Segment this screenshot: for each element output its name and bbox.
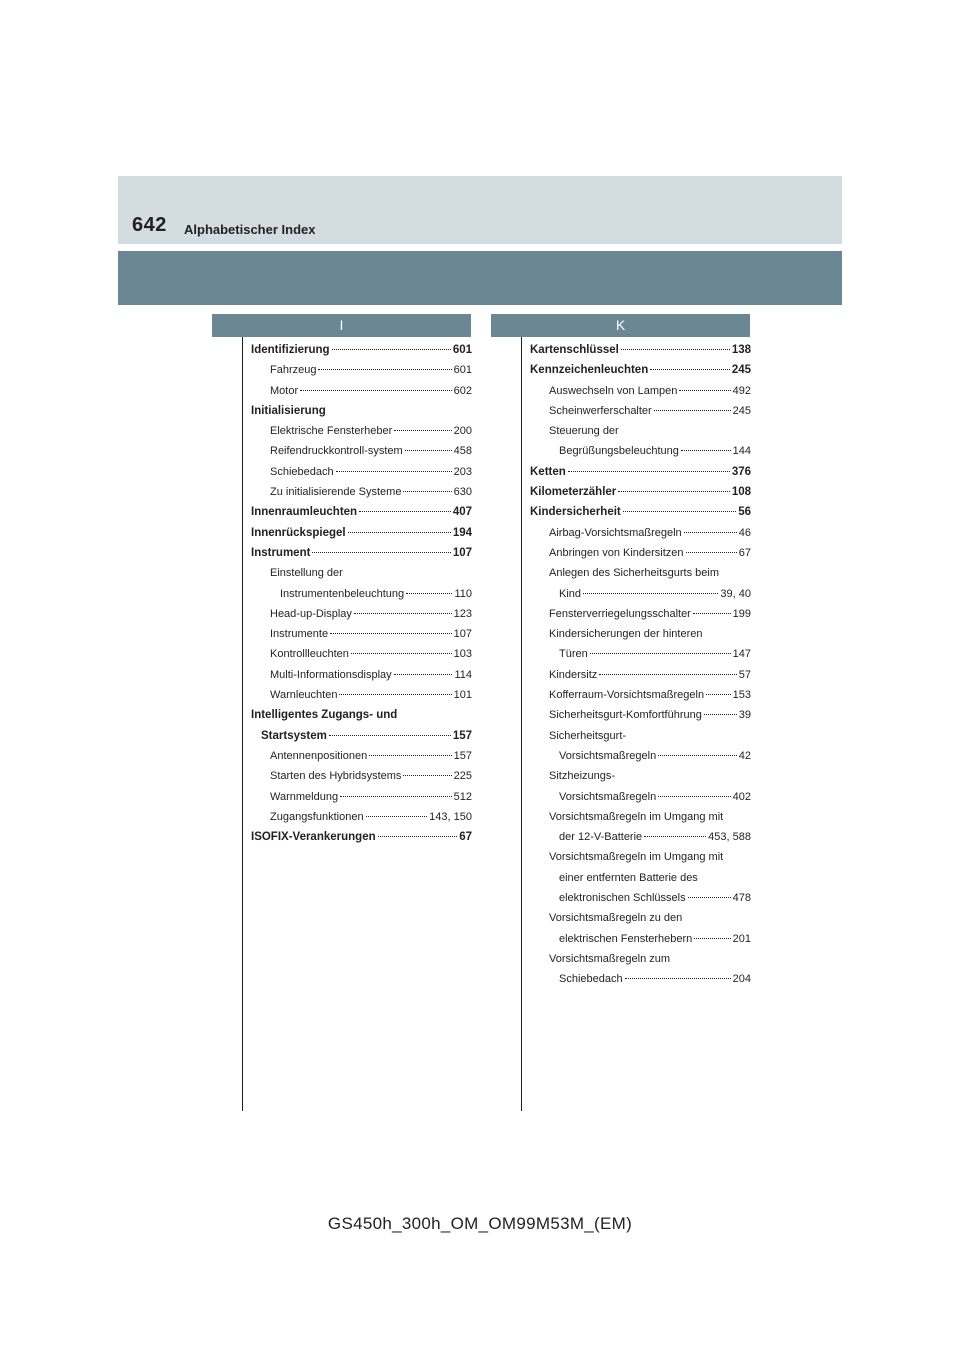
- index-entry: [530, 888, 751, 908]
- index-entry-term: Kindersicherheit: [530, 506, 621, 519]
- dot-leader: [621, 349, 730, 350]
- dot-leader: [394, 430, 451, 431]
- index-entry-term: Reifendruckkontroll-system: [270, 445, 403, 458]
- dot-leader: [348, 532, 451, 533]
- index-entry-page: 402: [732, 790, 751, 803]
- dot-leader: [568, 471, 730, 472]
- header-color-bar: [118, 251, 842, 305]
- index-entry: [530, 746, 751, 766]
- index-entry-page: 157: [453, 749, 472, 762]
- index-entry: [530, 523, 751, 543]
- index-entry-term: Kennzeichenleuchten: [530, 364, 649, 377]
- index-entry: [251, 340, 472, 360]
- index-entry-term: einer entfernten Batterie des: [559, 871, 698, 884]
- index-entry-term: Elektrische Fensterheber: [270, 425, 393, 438]
- index-entry: [530, 360, 751, 380]
- index-entry: [530, 421, 751, 441]
- column-divider-left: [242, 337, 243, 1111]
- index-entry: [530, 908, 751, 928]
- index-entry-term: Schiebedach: [270, 465, 334, 478]
- index-entry: [530, 644, 751, 664]
- index-entry-page: 39, 40: [720, 587, 751, 600]
- index-entry: [251, 462, 472, 482]
- index-entry-page: 194: [452, 526, 472, 539]
- index-entry-page: 478: [732, 892, 751, 905]
- index-entry-page: 512: [453, 790, 472, 803]
- index-entry: [530, 929, 751, 949]
- index-entry: [530, 502, 751, 522]
- index-entry-term: Kindersitz: [549, 668, 598, 681]
- page-number: 642: [132, 214, 167, 236]
- index-entry: [530, 482, 751, 502]
- index-entry-page: 114: [454, 668, 472, 681]
- index-entry-term: Innenraumleuchten: [251, 506, 358, 519]
- index-entry-page: 67: [738, 546, 751, 559]
- index-entry-term: Airbag-Vorsichtsmaßregeln: [549, 526, 682, 539]
- index-entry: [251, 604, 472, 624]
- index-entry: [251, 726, 472, 746]
- index-entry: [530, 462, 751, 482]
- index-entry: [530, 726, 751, 746]
- index-entry: [530, 584, 751, 604]
- dot-leader: [650, 369, 730, 370]
- dot-leader: [681, 450, 731, 451]
- index-entry-term: Sicherheitsgurt-Komfortführung: [549, 709, 702, 722]
- index-entry: [251, 401, 472, 421]
- dot-leader: [351, 653, 452, 654]
- index-column-i: [251, 340, 472, 847]
- index-entry-term: Startsystem: [261, 729, 327, 742]
- dot-leader: [684, 532, 737, 533]
- index-entry: [530, 969, 751, 989]
- index-entry-term: Warnmeldung: [270, 790, 339, 803]
- index-entry: [530, 340, 751, 360]
- dot-leader: [312, 552, 450, 553]
- index-entry-page: 245: [731, 364, 751, 377]
- index-entry: [530, 441, 751, 461]
- dot-leader: [329, 735, 451, 736]
- index-entry: [251, 523, 472, 543]
- dot-leader: [405, 450, 452, 451]
- index-entry-term: elektronischen Schlüssels: [559, 892, 686, 905]
- dot-leader: [332, 349, 451, 350]
- index-entry: [530, 766, 751, 786]
- index-entry-page: 143, 150: [429, 810, 472, 823]
- index-entry: [530, 847, 751, 867]
- index-entry-term: Kilometerzähler: [530, 486, 617, 499]
- index-entry-term: Kind: [559, 587, 582, 600]
- dot-leader: [688, 897, 731, 898]
- index-entry-page: 200: [453, 425, 472, 438]
- index-entry-page: 39: [738, 709, 751, 722]
- dot-leader: [330, 633, 452, 634]
- index-entry-term: Anlegen des Sicherheitsgurts beim: [549, 567, 719, 580]
- index-entry-term: Head-up-Display: [270, 607, 352, 620]
- index-entry-term: der 12-V-Batterie: [559, 831, 643, 844]
- index-entry-page: 101: [453, 689, 472, 702]
- index-entry: [251, 705, 472, 725]
- index-entry: [530, 401, 751, 421]
- index-entry-term: Fahrzeug: [270, 364, 317, 377]
- index-entry-page: 110: [454, 587, 472, 600]
- index-entry-term: Sitzheizungs-: [549, 770, 616, 783]
- index-entry-page: 103: [453, 648, 472, 661]
- dot-leader: [359, 511, 451, 512]
- index-entry-page: 157: [452, 729, 472, 742]
- dot-leader: [583, 593, 718, 594]
- index-entry-page: 601: [452, 344, 472, 356]
- index-entry-page: 492: [732, 384, 751, 397]
- dot-leader: [686, 552, 737, 553]
- dot-leader: [339, 694, 451, 695]
- index-entry: [530, 807, 751, 827]
- index-entry: [251, 807, 472, 827]
- dot-leader: [366, 816, 428, 817]
- index-column-k: [530, 340, 751, 990]
- index-entry: [530, 827, 751, 847]
- document-code: GS450h_300h_OM_OM99M53M_(EM): [327, 1214, 633, 1233]
- dot-leader: [318, 369, 451, 370]
- index-entry: [251, 381, 472, 401]
- index-entry-term: Kartenschlüssel: [530, 344, 619, 356]
- index-entry-page: 201: [732, 932, 751, 945]
- index-entry-term: Initialisierung: [251, 404, 326, 417]
- index-entry-term: Identifizierung: [251, 344, 330, 356]
- index-entry: [530, 624, 751, 644]
- index-entry-term: Vorsichtsmaßregeln zum: [549, 952, 671, 965]
- index-entry-term: Sicherheitsgurt-: [549, 729, 627, 742]
- dot-leader: [378, 836, 458, 837]
- index-entry: [251, 360, 472, 380]
- index-entry-term: Instrument: [251, 546, 311, 559]
- index-entry-term: Antennenpositionen: [270, 749, 368, 762]
- index-entry: [251, 827, 472, 847]
- index-entry-term: Warnleuchten: [270, 689, 338, 702]
- index-entry-term: Intelligentes Zugangs- und: [251, 709, 398, 722]
- dot-leader: [403, 491, 451, 492]
- dot-leader: [394, 674, 453, 675]
- dot-leader: [599, 674, 736, 675]
- index-entry: [251, 624, 472, 644]
- column-letter-i: I: [212, 314, 471, 337]
- index-entry-term: elektrischen Fensterhebern: [559, 932, 693, 945]
- index-entry: [530, 705, 751, 725]
- dot-leader: [354, 613, 452, 614]
- index-entry-page: 204: [732, 973, 751, 986]
- column-divider-right: [521, 337, 522, 1111]
- index-entry-term: Türen: [559, 648, 588, 661]
- index-entry-term: Vorsichtsmaßregeln im Umgang mit: [549, 851, 724, 864]
- index-entry-term: Scheinwerferschalter: [549, 404, 652, 417]
- index-entry-page: 46: [738, 526, 751, 539]
- dot-leader: [590, 653, 731, 654]
- index-entry-term: Zugangsfunktionen: [270, 810, 364, 823]
- index-entry: [530, 787, 751, 807]
- index-entry-page: 458: [453, 445, 472, 458]
- index-entry-term: Vorsichtsmaßregeln: [559, 749, 657, 762]
- index-entry-term: Steuerung der: [549, 425, 619, 438]
- index-entry-page: 107: [452, 546, 472, 559]
- dot-leader: [658, 755, 737, 756]
- index-entry: [251, 787, 472, 807]
- index-entry: [251, 746, 472, 766]
- index-entry-page: 57: [738, 668, 751, 681]
- index-entry: [251, 563, 472, 583]
- dot-leader: [336, 471, 452, 472]
- page-title: Alphabetischer Index: [184, 222, 316, 237]
- index-entry: [251, 584, 472, 604]
- index-entry: [530, 685, 751, 705]
- index-entry-page: 601: [453, 364, 472, 377]
- index-entry: [251, 441, 472, 461]
- dot-leader: [654, 410, 731, 411]
- index-entry-page: 42: [738, 749, 751, 762]
- index-entry-term: Auswechseln von Lampen: [549, 384, 678, 397]
- index-entry-page: 199: [732, 607, 751, 620]
- index-entry: [251, 421, 472, 441]
- index-entry-page: 153: [732, 689, 751, 702]
- index-entry-term: Innenrückspiegel: [251, 526, 346, 539]
- index-entry: [530, 949, 751, 969]
- index-entry-term: Kontrollleuchten: [270, 648, 349, 661]
- dot-leader: [706, 694, 731, 695]
- index-entry-term: Zu initialisierende Systeme: [270, 486, 402, 499]
- dot-leader: [693, 613, 731, 614]
- index-entry: [530, 381, 751, 401]
- index-entry-term: Vorsichtsmaßregeln: [559, 790, 657, 803]
- dot-leader: [694, 938, 730, 939]
- dot-leader: [403, 775, 451, 776]
- dot-leader: [644, 836, 706, 837]
- index-entry-term: Anbringen von Kindersitzen: [549, 546, 684, 559]
- index-entry-term: Fensterverriegelungsschalter: [549, 607, 691, 620]
- dot-leader: [369, 755, 451, 756]
- index-entry-term: Kofferraum-Vorsichtsmaßregeln: [549, 689, 705, 702]
- index-entry: [530, 604, 751, 624]
- index-entry-page: 147: [732, 648, 751, 661]
- dot-leader: [406, 593, 452, 594]
- index-entry: [251, 543, 472, 563]
- index-entry: [251, 502, 472, 522]
- index-entry-page: 107: [453, 628, 472, 641]
- column-letter-k: K: [491, 314, 750, 337]
- dot-leader: [704, 714, 737, 715]
- dot-leader: [679, 390, 730, 391]
- index-entry-page: 407: [452, 506, 472, 519]
- dot-leader: [658, 796, 730, 797]
- index-entry-page: 376: [731, 465, 751, 478]
- index-entry: [251, 685, 472, 705]
- index-entry-page: 203: [453, 465, 472, 478]
- index-entry-term: Instrumente: [270, 628, 329, 641]
- index-entry-term: ISOFIX-Verankerungen: [251, 831, 376, 844]
- index-entry-term: Begrüßungsbeleuchtung: [559, 445, 679, 458]
- dot-leader: [300, 390, 452, 391]
- index-entry-term: Motor: [270, 384, 299, 397]
- index-entry-page: 630: [453, 486, 472, 499]
- index-entry-page: 453, 588: [708, 831, 751, 844]
- index-entry: [251, 644, 472, 664]
- index-entry: [530, 543, 751, 563]
- index-entry: [530, 563, 751, 583]
- dot-leader: [618, 491, 730, 492]
- index-entry: [251, 482, 472, 502]
- dot-leader: [340, 796, 452, 797]
- index-entry-page: 144: [732, 445, 751, 458]
- index-entry-page: 245: [732, 404, 751, 417]
- dot-leader: [625, 978, 731, 979]
- index-entry-page: 56: [738, 506, 751, 519]
- index-entry-term: Vorsichtsmaßregeln im Umgang mit: [549, 810, 724, 823]
- index-entry: [251, 766, 472, 786]
- index-entry-term: Kindersicherungen der hinteren: [549, 628, 703, 641]
- index-entry-page: 225: [453, 770, 472, 783]
- index-entry-page: 138: [731, 344, 751, 356]
- index-entry-term: Vorsichtsmaßregeln zu den: [549, 912, 683, 925]
- index-entry-term: Starten des Hybridsystems: [270, 770, 402, 783]
- index-entry-page: 602: [453, 384, 472, 397]
- index-entry-term: Schiebedach: [559, 973, 623, 986]
- index-entry-page: 67: [459, 831, 472, 844]
- index-entry: [530, 665, 751, 685]
- index-entry: [530, 868, 751, 888]
- index-entry-term: Ketten: [530, 465, 566, 478]
- index-entry-term: Instrumentenbeleuchtung: [280, 587, 405, 600]
- index-entry-page: 123: [453, 607, 472, 620]
- index-entry-page: 108: [731, 486, 751, 499]
- dot-leader: [623, 511, 736, 512]
- index-entry-term: Multi-Informationsdisplay: [270, 668, 392, 681]
- index-entry: [251, 665, 472, 685]
- index-entry-term: Einstellung der: [270, 567, 343, 580]
